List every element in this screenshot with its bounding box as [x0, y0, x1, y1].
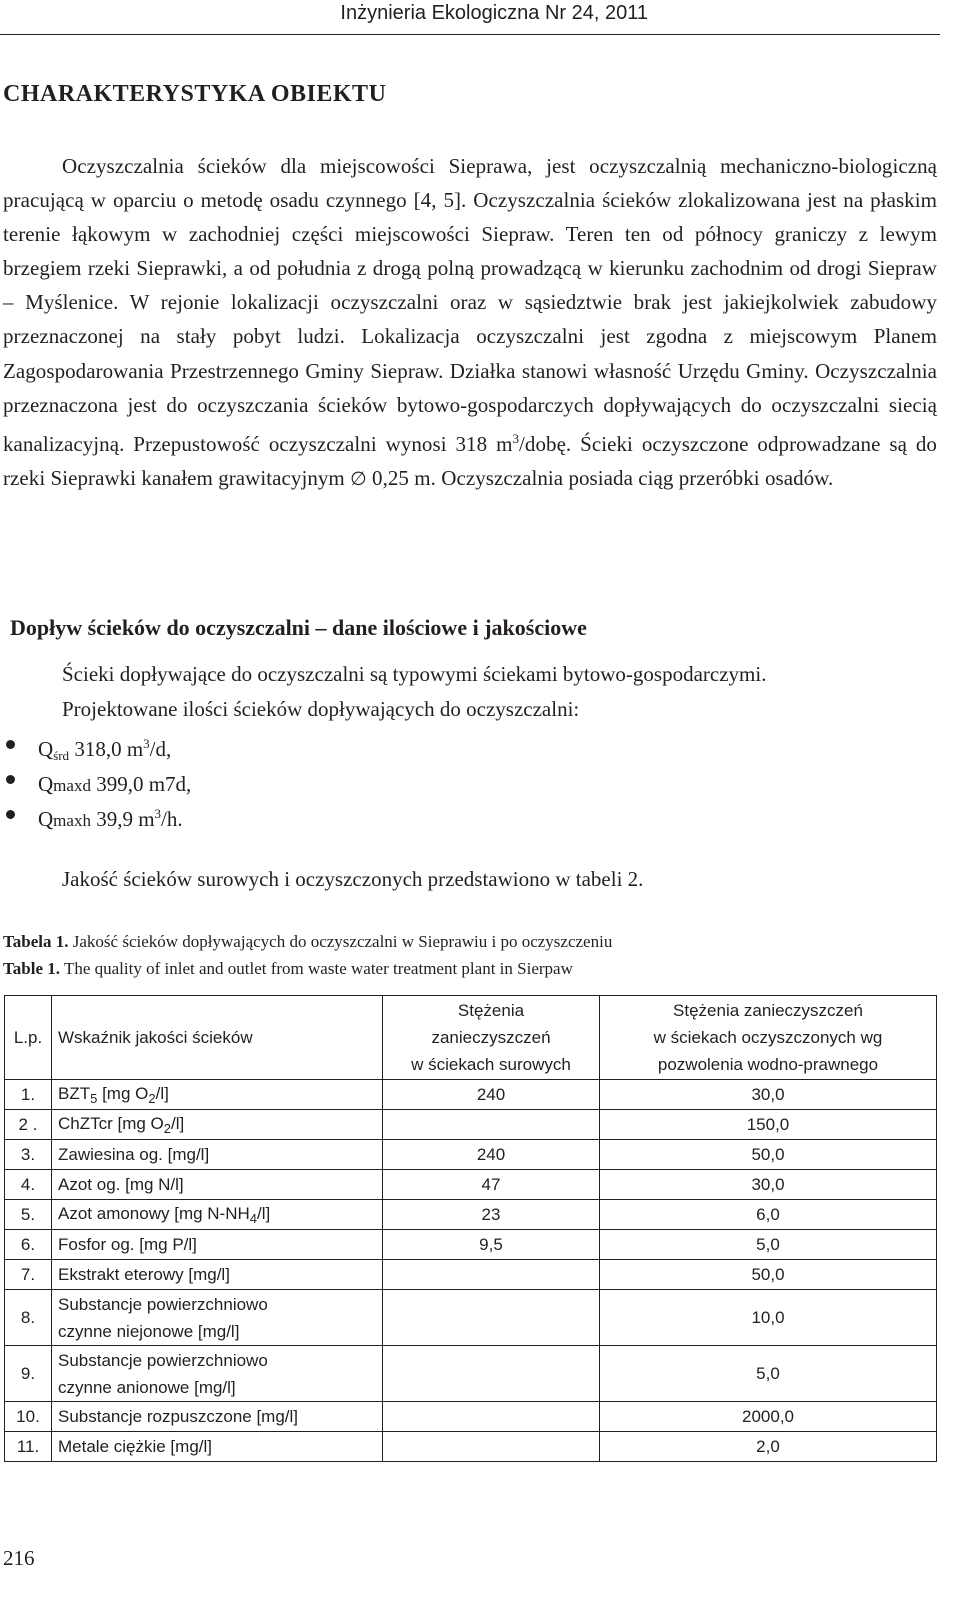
flow-value: 39,9 m [90, 807, 155, 831]
indicator-sub: 4 [249, 1210, 258, 1226]
cell-indicator [52, 1346, 383, 1402]
cell-lp: 3. [5, 1140, 52, 1170]
cell-lp: 2 . [5, 1110, 52, 1140]
cell-indicator: Substancje rozpuszczone [mg/l] [52, 1402, 383, 1432]
table-caption-en [3, 958, 573, 980]
diameter-icon: ∅ [350, 467, 367, 490]
flow-list [3, 726, 191, 831]
indicator-sub: 2 [148, 1090, 156, 1106]
caption-label: Tabela 1. [3, 932, 69, 951]
cell-indicator: Ekstrakt eterowy [mg/l] [52, 1260, 383, 1290]
header-raw-line: Stężenia [457, 1001, 525, 1020]
indicator-text: ChZTcr [mg O [58, 1113, 164, 1133]
caption-text: Jakość ścieków dopływających do oczyszczalni w Sieprawiu i po oczyszczeniu [68, 932, 613, 951]
cell-raw [383, 1290, 600, 1346]
cell-treated: 150,0 [600, 1110, 937, 1140]
caption-label: Table 1. [3, 959, 61, 978]
table-row [5, 1200, 937, 1230]
bullet-icon [6, 740, 15, 749]
indicator-line: czynne niejonowe [mg/l] [58, 1321, 240, 1341]
paragraph-quality-reference: Jakość ścieków surowych i oczyszczonych przedstawiono w tabeli 2. [62, 867, 644, 891]
indicator-text: /l] [257, 1203, 271, 1223]
header-treated-line: Stężenia zanieczyszczeń [673, 1001, 863, 1020]
list-item [3, 796, 191, 831]
indicator-line: Substancje powierzchniowo [58, 1294, 268, 1314]
subsection-title: Dopływ ścieków do oczyszczalni – dane ilościowe i jakościowe [10, 615, 587, 640]
paragraph-typical-sewage: Ścieki dopływające do oczyszczalni są typowymi ściekami bytowo-gospodarczymi. [62, 662, 767, 686]
flow-symbol: Q [38, 737, 54, 761]
cell-treated: 50,0 [600, 1140, 937, 1170]
cell-lp: 7. [5, 1260, 52, 1290]
flow-symbol: Q [38, 772, 54, 796]
cell-lp: 6. [5, 1230, 52, 1260]
cell-treated: 6,0 [600, 1200, 937, 1230]
intro-sup: 3 [512, 430, 520, 446]
flow-value: 399,0 m7d, [90, 772, 192, 796]
table-row [5, 1260, 937, 1290]
intro-text-a: Oczyszczalnia ścieków dla miejscowości Sieprawa, jest oczyszczalnią mechaniczno-biologiczną pracującą w oparciu o metodę osadu czynnego [4, 5]. Oczyszczalnia ścieków zlokalizowana jest na płaskim terenie łąkowym w zachodniej części miejscowości Siepraw. Teren ten od północy graniczy z lewym brzegiem rzeki Sieprawki, a od południa z drogą polną prowadzącą w kierunku zachodnim od drogi Siepraw – Myślenice. W rejonie lokalizacji oczyszczalni oraz w sąsiedztwie brak jest jakiejkolwiek zabudowy przeznaczonej na stały pobyt ludzi. Lokalizacja oczyszczalni jest zgodna z miejscowym Planem Zagospodarowania Przestrzennego Gminy Siepraw. Działka stanowi własność Urzędu Gminy. Oczyszczalnia przeznaczona jest do oczyszczania ścieków bytowo-gospodarczych dopływających do oczyszczalni siecią kanalizacyjną. Przepustowość oczyszczalni wynosi 318 m [3, 154, 937, 456]
cell-lp: 11. [5, 1432, 52, 1462]
cell-treated: 10,0 [600, 1290, 937, 1346]
journal-title: Inżynieria Ekologiczna Nr 24, 2011 [340, 2, 648, 24]
indicator-text: Azot amonowy [mg N-NH [58, 1203, 250, 1223]
list-item [3, 726, 191, 761]
cell-raw: 240 [383, 1080, 600, 1110]
cell-treated: 5,0 [600, 1230, 937, 1260]
flow-sup: 3 [143, 736, 150, 751]
table-row [5, 1170, 937, 1200]
cell-raw [383, 1346, 600, 1402]
cell-lp: 5. [5, 1200, 52, 1230]
cell-indicator [52, 1290, 383, 1346]
indicator-sub: 2 [163, 1120, 172, 1136]
paragraph-projected-flows: Projektowane ilości ścieków dopływających do oczyszczalni: [62, 697, 580, 721]
page-number: 216 [3, 1546, 35, 1570]
cell-raw: 23 [383, 1200, 600, 1230]
table-row [5, 1290, 937, 1346]
indicator-line: Substancje powierzchniowo [58, 1350, 268, 1370]
cell-indicator [52, 1110, 383, 1140]
table-row [5, 1080, 937, 1110]
indicator-text: /l] [155, 1083, 169, 1103]
cell-indicator [52, 1200, 383, 1230]
cell-raw: 240 [383, 1140, 600, 1170]
table-row [5, 1140, 937, 1170]
header-indicator: Wskaźnik jakości ścieków [52, 996, 383, 1080]
cell-treated: 2,0 [600, 1432, 937, 1462]
table-row [5, 1230, 937, 1260]
header-raw [383, 996, 600, 1080]
table-header-row [5, 996, 937, 1080]
indicator-text: /l] [171, 1113, 185, 1133]
flow-unit: /h. [161, 807, 183, 831]
indicator-line: czynne anionowe [mg/l] [58, 1377, 236, 1397]
header-lp: L.p. [5, 996, 52, 1080]
flow-subscript: maxd [53, 776, 91, 795]
intro-text-c: 0,25 m. Oczyszczalnia posiada ciąg przeróbki osadów. [366, 465, 834, 490]
cell-treated: 30,0 [600, 1170, 937, 1200]
flow-subscript: śrd [53, 748, 70, 763]
cell-raw: 9,5 [383, 1230, 600, 1260]
cell-lp: 4. [5, 1170, 52, 1200]
cell-lp: 9. [5, 1346, 52, 1402]
quality-table [4, 995, 937, 1462]
cell-treated: 50,0 [600, 1260, 937, 1290]
list-item [3, 761, 191, 796]
caption-text: The quality of inlet and outlet from waste water treatment plant in Sierpaw [60, 959, 573, 978]
cell-lp: 8. [5, 1290, 52, 1346]
cell-indicator: Azot og. [mg N/l] [52, 1170, 383, 1200]
cell-raw [383, 1402, 600, 1432]
intro-paragraph [3, 149, 937, 496]
table-row [5, 1110, 937, 1140]
flow-subscript: maxh [53, 811, 91, 830]
bullet-icon [6, 775, 15, 784]
header-treated-line: pozwolenia wodno-prawnego [657, 1055, 879, 1074]
cell-indicator: Zawiesina og. [mg/l] [52, 1140, 383, 1170]
table-caption-pl [3, 931, 612, 953]
cell-treated: 30,0 [600, 1080, 937, 1110]
cell-indicator: Metale ciężkie [mg/l] [52, 1432, 383, 1462]
cell-raw [383, 1432, 600, 1462]
cell-lp: 1. [5, 1080, 52, 1110]
cell-treated: 2000,0 [600, 1402, 937, 1432]
cell-raw: 47 [383, 1170, 600, 1200]
cell-raw [383, 1260, 600, 1290]
header-raw-line: zanieczyszczeń [431, 1028, 551, 1047]
intro-text-b: /dobę. Ścieki oczyszczone odprowadzane są do rzeki Sieprawki kanałem grawitacyjnym [3, 431, 937, 490]
flow-sup: 3 [154, 806, 162, 821]
flow-symbol: Q [38, 807, 54, 831]
cell-lp: 10. [5, 1402, 52, 1432]
header-raw-line: w ściekach surowych [411, 1055, 571, 1074]
flow-value: 318,0 m [69, 737, 144, 761]
indicator-sub: 5 [90, 1090, 98, 1106]
bullet-icon [6, 810, 15, 819]
cell-indicator: Fosfor og. [mg P/l] [52, 1230, 383, 1260]
indicator-text: BZT [58, 1083, 91, 1103]
cell-treated: 5,0 [600, 1346, 937, 1402]
cell-indicator [52, 1080, 383, 1110]
header-treated [600, 996, 937, 1080]
section-title: CHARAKTERYSTYKA OBIEKTU [3, 81, 387, 107]
cell-raw [383, 1110, 600, 1140]
table-row [5, 1432, 937, 1462]
indicator-text: [mg O [97, 1083, 149, 1103]
running-header [0, 0, 940, 35]
table-row [5, 1402, 937, 1432]
flow-unit: /d, [149, 737, 172, 761]
header-treated-line: w ściekach oczyszczonych wg [653, 1028, 883, 1047]
table-row [5, 1346, 937, 1402]
